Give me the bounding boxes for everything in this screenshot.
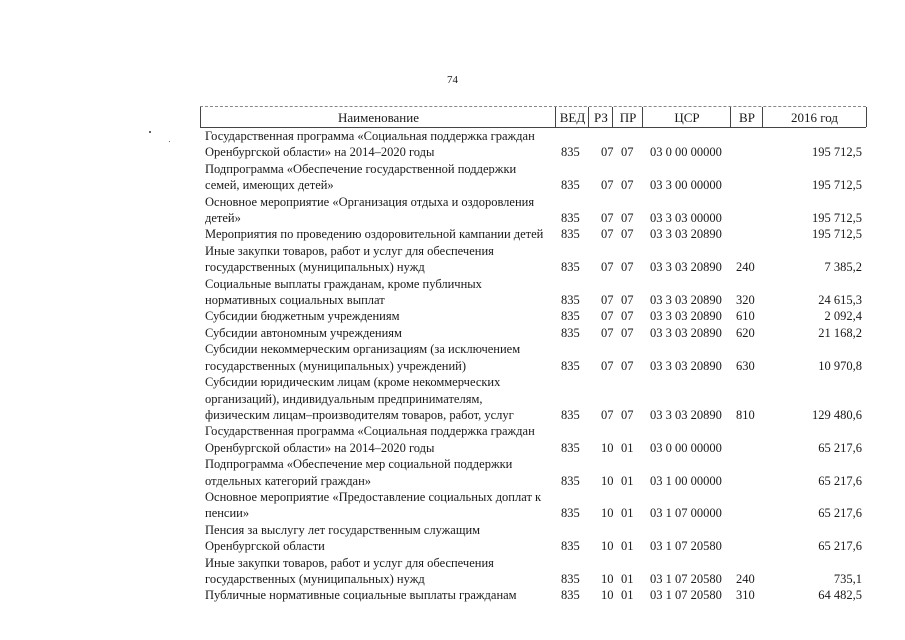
row-ved: 835: [561, 227, 580, 242]
row-rz: 07: [601, 178, 614, 193]
row-csr: 03 1 00 00000: [650, 473, 722, 488]
row-rz: 10: [601, 588, 614, 603]
row-csr: 03 3 03 20890: [650, 227, 722, 242]
row-pr: 07: [621, 178, 634, 193]
table-row: [200, 128, 866, 161]
row-csr: 03 0 00 00000: [650, 440, 722, 455]
row-pr: 07: [621, 145, 634, 160]
row-rz: 07: [601, 358, 614, 373]
scan-artifact: [169, 141, 170, 142]
page-number: 74: [447, 74, 458, 86]
row-csr: 03 3 03 20890: [650, 309, 722, 324]
row-csr: 03 3 00 00000: [650, 178, 722, 193]
row-codes: [200, 407, 866, 423]
row-codes: [200, 325, 866, 341]
row-vr: 310: [736, 588, 755, 603]
row-pr: 07: [621, 211, 634, 226]
row-ved: 835: [561, 440, 580, 455]
row-value: 24 615,3: [818, 293, 862, 308]
row-name: Иные закупки товаров, работ и услуг для обеспечения государственных (муниципальных) нужд: [205, 243, 494, 275]
row-csr: 03 3 03 00000: [650, 211, 722, 226]
row-name: Социальные выплаты гражданам, кроме публичных нормативных социальных выплат: [205, 276, 482, 308]
row-csr: 03 1 07 20580: [650, 571, 722, 586]
row-pr: 07: [621, 309, 634, 324]
row-rz: 07: [601, 227, 614, 242]
row-pr: 07: [621, 227, 634, 242]
row-rz: 10: [601, 473, 614, 488]
table-row: [200, 489, 866, 522]
row-csr: 03 1 07 20580: [650, 539, 722, 554]
row-rz: 10: [601, 571, 614, 586]
row-ved: 835: [561, 145, 580, 160]
table-row: [200, 194, 866, 227]
table-body: [200, 128, 866, 604]
row-name: Основное мероприятие «Предоставление социальных доплат к пенсии»: [205, 489, 542, 521]
row-pr: 07: [621, 293, 634, 308]
row-pr: 01: [621, 473, 634, 488]
row-name: Пенсия за выслугу лет государственным служащим Оренбургской области: [205, 522, 481, 554]
row-ved: 835: [561, 325, 580, 340]
header-csr: ЦСР: [642, 107, 731, 127]
row-value: 195 712,5: [812, 227, 862, 242]
row-value: 735,1: [833, 571, 862, 586]
header-year: 2016 год: [762, 107, 867, 127]
row-value: 195 712,5: [812, 145, 862, 160]
row-name: Субсидии юридическим лицам (кроме некоммерческих организаций), индивидуальным предпринимателям, физическим лицам–производителям товаров, работ, услуг: [205, 375, 514, 422]
row-ved: 835: [561, 178, 580, 193]
row-value: 10 970,8: [818, 358, 862, 373]
row-ved: 835: [561, 211, 580, 226]
row-name: Иные закупки товаров, работ и услуг для обеспечения государственных (муниципальных) нужд: [205, 555, 494, 586]
row-csr: 03 3 03 20890: [650, 325, 722, 340]
row-codes: [200, 505, 866, 521]
row-codes: [200, 587, 866, 603]
row-rz: 07: [601, 211, 614, 226]
row-name: Мероприятия по проведению оздоровительной кампании детей: [205, 227, 544, 242]
row-pr: 01: [621, 588, 634, 603]
row-vr: 240: [736, 260, 755, 275]
row-ved: 835: [561, 260, 580, 275]
row-rz: 07: [601, 293, 614, 308]
row-name: Подпрограмма «Обеспечение государственной поддержки семей, имеющих детей»: [205, 161, 517, 193]
row-value: 65 217,6: [818, 506, 862, 521]
table-row: [200, 555, 866, 588]
row-value: 195 712,5: [812, 178, 862, 193]
header-name: Наименование: [200, 107, 556, 127]
table-row: [200, 374, 866, 423]
row-ved: 835: [561, 358, 580, 373]
row-value: 2 092,4: [824, 309, 862, 324]
row-ved: 835: [561, 473, 580, 488]
table-row: [200, 325, 866, 341]
row-rz: 07: [601, 325, 614, 340]
row-pr: 07: [621, 260, 634, 275]
table-row: [200, 226, 866, 242]
header-vr: ВР: [730, 107, 763, 127]
table-row: [200, 276, 866, 309]
row-name: Субсидии бюджетным учреждениям: [205, 309, 400, 324]
row-pr: 01: [621, 539, 634, 554]
row-codes: [200, 177, 866, 193]
row-codes: [200, 292, 866, 308]
header-pr: ПР: [612, 107, 643, 127]
row-vr: 240: [736, 571, 755, 586]
row-codes: [200, 226, 866, 242]
row-rz: 07: [601, 260, 614, 275]
row-csr: 03 3 03 20890: [650, 407, 722, 422]
row-name: Подпрограмма «Обеспечение мер социальной поддержки отдельных категорий граждан»: [205, 457, 513, 488]
row-name: Государственная программа «Социальная поддержка граждан Оренбургской области» на 2014–2020 годы: [205, 424, 535, 455]
table-row: [200, 308, 866, 324]
row-value: 195 712,5: [812, 211, 862, 226]
row-codes: [200, 473, 866, 489]
row-rz: 10: [601, 539, 614, 554]
row-csr: 03 0 00 00000: [650, 145, 722, 160]
row-codes: [200, 308, 866, 324]
row-name: Субсидии автономным учреждениям: [205, 325, 402, 340]
header-ved: ВЕД: [555, 107, 589, 127]
row-ved: 835: [561, 293, 580, 308]
row-name: Публичные нормативные социальные выплаты гражданам: [205, 588, 517, 603]
row-value: 21 168,2: [818, 325, 862, 340]
table-row: [200, 587, 866, 603]
row-codes: [200, 358, 866, 374]
row-codes: [200, 210, 866, 226]
row-value: 129 480,6: [812, 407, 862, 422]
row-codes: [200, 538, 866, 554]
row-codes: [200, 259, 866, 275]
row-codes: [200, 144, 866, 160]
row-vr: 610: [736, 309, 755, 324]
row-rz: 07: [601, 145, 614, 160]
row-pr: 01: [621, 506, 634, 521]
table-row: [200, 341, 866, 374]
row-csr: 03 3 03 20890: [650, 260, 722, 275]
table-row: [200, 423, 866, 456]
row-pr: 07: [621, 358, 634, 373]
table-row: [200, 161, 866, 194]
row-ved: 835: [561, 588, 580, 603]
table-header: [200, 106, 866, 128]
row-vr: 620: [736, 325, 755, 340]
scan-artifact: [149, 131, 151, 133]
table-row: [200, 522, 866, 555]
budget-table: [200, 106, 866, 604]
row-codes: [200, 440, 866, 456]
row-value: 64 482,5: [818, 588, 862, 603]
row-pr: 01: [621, 571, 634, 586]
row-ved: 835: [561, 407, 580, 422]
row-value: 7 385,2: [824, 260, 862, 275]
row-vr: 630: [736, 358, 755, 373]
row-value: 65 217,6: [818, 473, 862, 488]
row-name: Основное мероприятие «Организация отдыха и оздоровления детей»: [205, 194, 535, 226]
row-rz: 07: [601, 407, 614, 422]
table-row: [200, 243, 866, 276]
row-ved: 835: [561, 539, 580, 554]
row-ved: 835: [561, 506, 580, 521]
row-codes: [200, 571, 866, 587]
row-csr: 03 1 07 20580: [650, 588, 722, 603]
row-vr: 320: [736, 293, 755, 308]
row-rz: 10: [601, 506, 614, 521]
row-ved: 835: [561, 309, 580, 324]
row-value: 65 217,6: [818, 440, 862, 455]
row-pr: 07: [621, 407, 634, 422]
header-rz: РЗ: [588, 107, 613, 127]
row-name: Государственная программа «Социальная поддержка граждан Оренбургской области» на 2014–2020 годы: [205, 129, 535, 160]
row-csr: 03 3 03 20890: [650, 358, 722, 373]
row-pr: 01: [621, 440, 634, 455]
row-vr: 810: [736, 407, 755, 422]
table-row: [200, 456, 866, 489]
row-value: 65 217,6: [818, 539, 862, 554]
row-ved: 835: [561, 571, 580, 586]
row-csr: 03 3 03 20890: [650, 293, 722, 308]
row-pr: 07: [621, 325, 634, 340]
row-rz: 10: [601, 440, 614, 455]
row-rz: 07: [601, 309, 614, 324]
row-name: Субсидии некоммерческим организациям (за исключением государственных (муниципальных) учреждений): [205, 342, 521, 373]
row-csr: 03 1 07 00000: [650, 506, 722, 521]
